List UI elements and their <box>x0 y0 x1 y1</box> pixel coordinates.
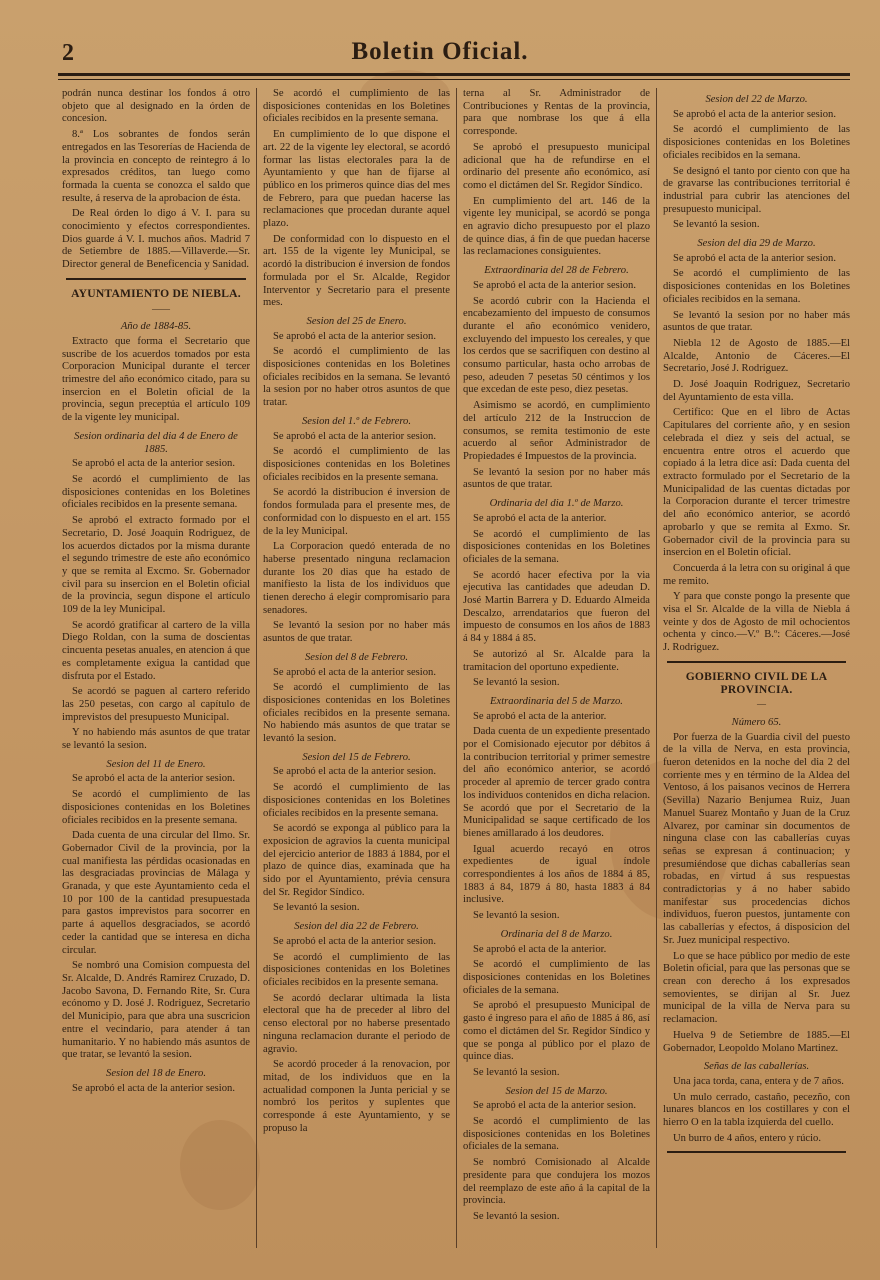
paragraph: Se acordó hacer efectiva por la via ejecutiva las cantidades que adeudan D. José Martin Barrera y D. Eduardo Almeida Descalzo, arrendatarios que fueron del impuesto de consumos en los años de 1883 á 84 y 1884 á 85. <box>463 569 650 645</box>
paragraph: Se acordó declarar ultimada la lista electoral que ha de preceder al libro del censo electoral por no haberse presentado ninguna reclamacion durante el periodo de agravio. <box>263 992 450 1055</box>
paragraph: Se acordó el cumplimiento de las disposiciones contenidas en los Boletines oficiales recibidos en la presente semana. <box>62 789 250 826</box>
session-heading: Sesion del 1.º de Febrero. <box>302 415 411 427</box>
paragraph: De conformidad con lo dispuesto en el art. 155 de la vigente ley Municipal, se acordó la distribucion é inversion de fondos formulada por el Sr. Alcalde, Regidor Interventor y Secretario para el presente mes. <box>263 233 450 309</box>
paragraph: Se acordó el cumplimiento de las disposiciones contenidas en los Boletines oficiales de la semana. <box>463 1116 650 1153</box>
paragraph: Se nombró una Comision compuesta del Sr. Alcalde, D. Andrés Ramirez Cruzado, D. Jacobo Savona, D. Fernando Rite, Sr. Cura ecónomo y D. José J. Rodriguez, Secretario del Municipio, para que abra una suscricion entre el vecindario, para atender á tan humanitario. Y no habiendo más asuntos de que tratar, se levantó la sesion. <box>62 960 250 1061</box>
session-heading: Sesion del 25 de Enero. <box>306 315 407 327</box>
paragraph: Se aprobó el acta de la anterior. <box>473 512 607 524</box>
paragraph: Se levantó la sesion por no haber más asuntos de que tratar. <box>263 620 450 645</box>
paragraph: Se acordó el cumplimiento de las disposiciones contenidas en los Boletines oficiales de la semana. <box>463 528 650 565</box>
paragraph: Se acordó el cumplimiento de las disposiciones contenidas en los Boletines oficiales recibidos en la semana. <box>663 268 850 305</box>
paragraph: Se acordó gratificar al cartero de la villa Diego Roldan, con la suma de doscientas cincuenta pesetas anuales, en atencion á que es completamente exigua la cantidad que disfruta por el Estado. <box>62 619 250 682</box>
paragraph: Asimismo se acordó, en cumplimiento del artículo 212 de la Instruccion de consumos, se remita testimonio de este acuerdo al señor Administrador de Propiedades é Impuestos de la provincia. <box>463 400 650 462</box>
session-heading: Ordinaria del 8 de Marzo. <box>500 928 613 940</box>
paragraph: La Corporacion quedó enterada de no haberse presentado ninguna reclamacion durante los 20 dias que ha estado de manifiesto la lista de los individuos que tienen derecho á elegir compromisario para senadores. <box>263 541 450 616</box>
paragraph: Se aprobó el acta de la anterior sesion. <box>273 430 436 442</box>
session-heading: Sesion del 15 de Marzo. <box>505 1085 608 1097</box>
paragraph: Se levantó la sesion por no haber más asuntos de que tratar. <box>663 309 850 334</box>
session-heading: Número 65. <box>731 716 782 728</box>
column-4 <box>656 88 856 1248</box>
paragraph: En cumplimiento del art. 146 de la vigente ley municipal, se acordó se ponga en agravio dicho presupuesto por el plazo de quince dias, á fin de que puedan hacerse las reclamaciones consiguientes. <box>463 195 650 258</box>
paragraph: terna al Sr. Administrador de Contribuciones y Rentas de la provincia, para que nombrase los que á ella corresponde. <box>463 88 650 138</box>
heading-dash: — <box>757 699 766 710</box>
paragraph: Niebla 12 de Agosto de 1885.—El Alcalde, Antonio de Cáceres.—El Secretario, José J. Rodriguez. <box>663 337 850 375</box>
session-heading: Ordinaria del dia 1.º de Marzo. <box>489 498 624 510</box>
paragraph: Y para que conste pongo la presente que visa el Sr. Alcalde de la villa de Niebla á veinte y dos de Agosto de mil ochocientos ochenta y cinco.—V.º B.º: Cáceres.—José J. Rodriguez. <box>663 591 850 654</box>
paragraph: Se acordó la distribucion é inversion de fondos formulada para el presente mes, de conformidad con lo dispuesto en el art. 155 de la ley Municipal. <box>263 487 450 537</box>
paragraph: Se acordó el cumplimiento de las disposiciones contenidas en los Boletines oficiales recibidos en la presente semana. <box>263 88 450 125</box>
page-header <box>0 0 880 82</box>
paragraph: Se levantó la sesion. <box>473 677 560 689</box>
paragraph: Se acordó cubrir con la Hacienda el encabezamiento del impuesto de consumos durante el año económico venidero, excluyendo del impuesto los cereales, y que los cerdos que se sacrifiquen con destino al consumo particular, hasta ocho arrobas de peso, adeuden 7 pesetas 50 céntimos y los que excedan de este peso, diez pesetas. <box>463 295 650 396</box>
paragraph: Un burro de 4 años, entero y rúcio. <box>673 1132 821 1144</box>
paragraph: Se aprobó el acta de la anterior. <box>473 943 607 955</box>
session-heading: Sesion del 22 de Marzo. <box>705 94 808 105</box>
paragraph: Se acordó el cumplimiento de las disposiciones contenidas en los Boletines oficiales recibidos en la presente semana. <box>263 782 450 819</box>
paragraph: Se aprobó el presupuesto municipal adicional que ha de refundirse en el ordinario del presente año económico, así como el dictámen del Sr. Regidor Síndico. <box>463 141 650 191</box>
session-heading: Extraordinaria del 28 de Febrero. <box>484 265 629 277</box>
paragraph: Se aprobó el acta de la anterior sesion. <box>473 279 636 291</box>
paragraph: Igual acuerdo recayó en otros expedientes de igual índole correspondientes á los años de 1884 á 85, 1883 á 84, 1879 á 80, hasta 1883 á 84 inclusive. <box>463 843 650 906</box>
session-heading: Señas de las caballerías. <box>703 1061 810 1073</box>
paragraph: Se acordó el cumplimiento de las disposiciones contenidas en los Boletines oficiales recibidos en la presente semana. <box>263 951 450 988</box>
paragraph: Se aprobó el acta de la anterior sesion. <box>473 1100 636 1112</box>
session-heading: Sesion del 15 de Febrero. <box>302 751 411 763</box>
paragraph: D. José Joaquin Rodriguez, Secretario del Ayuntamiento de esta villa. <box>663 379 850 403</box>
session-heading: Extraordinaria del 5 de Marzo. <box>490 695 623 707</box>
column-3 <box>456 88 656 1248</box>
section-divider <box>667 1151 846 1153</box>
session-heading: Sesion del dia 22 de Febrero. <box>294 921 419 933</box>
paragraph: 8.ª Los sobrantes de fondos serán entregados en las Tesorerías de Hacienda de la provincia en concepto de reintegro á lo expresados créditos, tan luego como formada la cuenta se conozca el saldo que resulte, á reserva de la aprobacion de ésta. <box>62 129 250 204</box>
paragraph: En cumplimiento de lo que dispone el art. 22 de la vigente ley electoral, se acordó formar las listas electorales para la de Ayuntamiento y que han de fijarse al público en los primeros quince dias del mes de Febrero, para que puedan hacerse las reclamaciones que procedan durante aquel plazo. <box>263 129 450 230</box>
paragraph: podrán nunca destinar los fondos á otro objeto que al designado en la órden de concesion. <box>62 88 250 125</box>
paragraph: Y no habiendo más asuntos de que tratar se levantó la sesion. <box>62 727 250 752</box>
paragraph: Un mulo cerrado, castaño, pecezño, con lunares blancos en los costillares y con el hierro O en la tabla izquierda del cuello. <box>663 1091 850 1129</box>
paragraph: Se levantó la sesion. <box>473 910 560 922</box>
paragraph: Dada cuenta de un expediente presentado por el Comisionado ejecutor por débitos á la contribucion territorial y primer semestre del año económico anterior, se acordó proceder al apremio de tercer grado contra los individuos contenidos en dicha relacion. Se acordó que por el Secretario de la Municipalidad se saque certificado de los bienes amillarado á los deudores. <box>463 726 650 839</box>
paragraph: Dada cuenta de una circular del Ilmo. Sr. Gobernador Civil de la provincia, por la cual manifiesta las pérdidas ocasionadas en las desgraciadas provincias de Málaga y Granada, y que este Ayuntamiento ceda el 10 por 100 de la cantidad presupuestada para gastos imprevistos para socorrer en parte á aquellos desgraciados, se acordó ceder la cantidad que se interesa en dicha circular. <box>62 830 250 956</box>
paragraph: Se aprobó el acta de la anterior sesion. <box>72 458 235 470</box>
publication-title: Boletin Oficial. <box>351 38 529 65</box>
session-heading: Sesion del 11 de Enero. <box>106 758 206 770</box>
paragraph: Se autorizó al Sr. Alcalde para la tramitacion del oportuno expediente. <box>463 648 650 673</box>
session-heading: Sesion del dia 29 de Marzo. <box>697 238 816 250</box>
text-columns <box>56 88 856 1248</box>
paragraph: Se acordó el cumplimiento de las disposiciones contenidas en los Boletines oficiales de la semana. <box>463 959 650 996</box>
header-rule <box>58 73 850 80</box>
paragraph: Se designó el tanto por ciento con que ha de gravarse las contribuciones territorial é industrial para cubrir las atenciones del presupuesto municipal. <box>663 165 850 215</box>
paragraph: Se levantó la sesion. <box>273 902 360 914</box>
session-heading: Sesion ordinaria del dia 4 de Enero de 1885. <box>74 430 238 455</box>
paragraph: Se acordó el cumplimiento de las disposiciones contenidas en los Boletines oficiales recibidos en la semana. Se levantó la sesion por no haber otros asuntos de que tratar. <box>263 346 450 409</box>
paragraph: Se acordó el cumplimiento de las disposiciones contenidas en los Boletines oficiales recibidos en la presente semana. <box>62 473 250 511</box>
session-heading: Sesion del 18 de Enero. <box>106 1067 206 1079</box>
section-divider <box>66 278 246 280</box>
column-1 <box>56 88 256 1248</box>
paragraph: Se aprobó el acta de la anterior sesion. <box>72 773 235 785</box>
paragraph: Se aprobó el acta de la anterior sesion. <box>72 1082 235 1094</box>
heading-dash: —— <box>152 303 170 314</box>
paragraph: Se levantó la sesion. <box>473 1066 560 1078</box>
paragraph: Se levantó la sesion por no haber más asuntos de que tratar. <box>463 466 650 491</box>
paragraph: De Real órden lo digo á V. I. para su conocimiento y efectos correspondientes. Dios guarde á V. I. muchos años. Madrid 7 de Setiembre de 1885.—Villaverde.—Sr. Director general de Beneficencia y Sanidad. <box>62 208 250 271</box>
paragraph: Huelva 9 de Setiembre de 1885.—El Gobernador, Leopoldo Molano Martinez. <box>663 1029 850 1054</box>
paragraph: Por fuerza de la Guardia civil del puesto de la villa de Nerva, en esta provincia, fueron detenidos en la noche del dia 2 del corriente mes y en término de la Aldea del Ventoso, á los paisanos vecinos de Herrera (Sevilla) Nazario Benjumea Ruiz, Juan Manuel Suarez Montaño y Juan de la Cruz Alvarez, por caminar sin documentos de ninguna clase con las caballerías cuyas señas se expresan á continuacion; y presumiéndose que dichas caballerías sean robadas, en virtud á sus respuestas contradictorias y á no haber sabido manifestar sus procedencias dichos individuos, fueron puestos, juntamente con las caballerías y efectos, á disposicion del Sr. Juez municipal respectivo. <box>663 731 850 946</box>
section-divider <box>667 661 846 663</box>
paragraph: Se acordó el cumplimiento de las disposiciones contenidas en los Boletines oficiales recibidos en la semana. <box>663 124 850 161</box>
paragraph: Se acordó se paguen al cartero referido las 250 pesetas, con cargo al capítulo de imprevistos del presupuesto Municipal. <box>62 686 250 723</box>
paragraph: Se aprobó el acta de la anterior. <box>473 710 607 722</box>
paragraph: Se aprobó el presupuesto Municipal de gasto é ingreso para el año de 1885 á 86, así como el dictámen del Sr. Regidor Síndico y que se ponga al público por el plazo de quince dias. <box>463 1000 650 1063</box>
section-heading: AYUNTAMIENTO DE NIEBLA. <box>71 286 241 300</box>
section-heading: GOBIERNO CIVIL DE LA PROVINCIA. <box>685 669 828 696</box>
paragraph: Se acordó se exponga al público para la exposicion de agravios la cuenta municipal del ejercicio anterior de 1883 á 1884, por el plazo de quince dias, examinada que ha sido por el Ayuntamiento, prévia censura del Sr. Regidor Síndico. <box>263 823 450 898</box>
paragraph: Certifico: Que en el libro de Actas Capitulares del corriente año, y en sesion celebrada el diez y seis del actual, se encuentra entre otros el acuerdo que copiado á la letra dice así: Dada cuenta del extracto formulado por el Secretario de la Municipalidad de las cuentas dictadas por la Corporacion durante el tercer trimestre del año económico anterior, se acordó aprobarlo y que se remita al Exmo. Sr. Gobernador civil de la provincia para su insercion en el Boletin oficial. <box>663 407 850 559</box>
paragraph: Se acordó el cumplimiento de las disposiciones contenidas en los Boletines oficiales recibidos en la presente semana. No habiendo más asuntos de que tratar se levantó la sesion. <box>263 682 450 745</box>
paragraph: Se aprobó el acta de la anterior sesion. <box>673 252 836 264</box>
paragraph: Se levantó la sesion. <box>673 219 760 231</box>
paragraph: Se aprobó el acta de la anterior sesion. <box>673 108 836 120</box>
paragraph: Se aprobó el acta de la anterior sesion. <box>273 330 436 342</box>
paragraph: Se aprobó el acta de la anterior sesion. <box>273 935 436 947</box>
session-heading: Año de 1884-85. <box>120 321 192 333</box>
paragraph: Se nombró Comisionado al Alcalde presidente para que condujera los mozos del reemplazo de este año á la capital de la provincia. <box>463 1157 650 1207</box>
paragraph: Se acordó proceder á la renovacion, por mitad, de los individuos que en la actualidad componen la Junta pericial y se nombró los peritos y suplentes que corresponde á este Ayuntamiento, y se propuso la <box>263 1059 450 1134</box>
paragraph: Se acordó el cumplimiento de las disposiciones contenidas en los Boletines oficiales recibidos en la presente semana. <box>263 446 450 483</box>
paragraph: Se aprobó el acta de la anterior sesion. <box>273 766 436 778</box>
paragraph: Se aprobó el extracto formado por el Secretario, D. José Joaquin Rodriguez, de los acuerdos dictados por la misma durante el segundo trimestre de este año económico y que se remita al Excmo. Sr. Gobernador civil para su insercion en el Boletin oficial de la provincia, segun dispone el artículo 109 de la ley Municipal. <box>62 515 250 616</box>
page-number: 2 <box>62 40 74 66</box>
paragraph: Una jaca torda, cana, entera y de 7 años. <box>673 1075 844 1087</box>
column-2 <box>256 88 456 1248</box>
paragraph: Concuerda á la letra con su original á que me remito. <box>663 562 850 587</box>
paragraph: Lo que se hace público por medio de este Boletin oficial, para que las personas que se crean con derecho á los expresados semovientes, se dirijan al Sr. Juez municipal de la villa de Nerva para su reclamacion. <box>663 950 850 1026</box>
paragraph: Extracto que forma el Secretario que suscribe de los acuerdos tomados por esta Corporacion Municipal durante el tercer trimestre del año económico citado, para su insercion en el Boletin oficial de la provincia, segun preceptúa el artículo 109 de la vigente ley municipal. <box>62 335 250 424</box>
session-heading: Sesion del 8 de Febrero. <box>304 651 409 663</box>
paragraph: Se levantó la sesion. <box>473 1210 560 1222</box>
paragraph: Se aprobó el acta de la anterior sesion. <box>273 666 436 678</box>
